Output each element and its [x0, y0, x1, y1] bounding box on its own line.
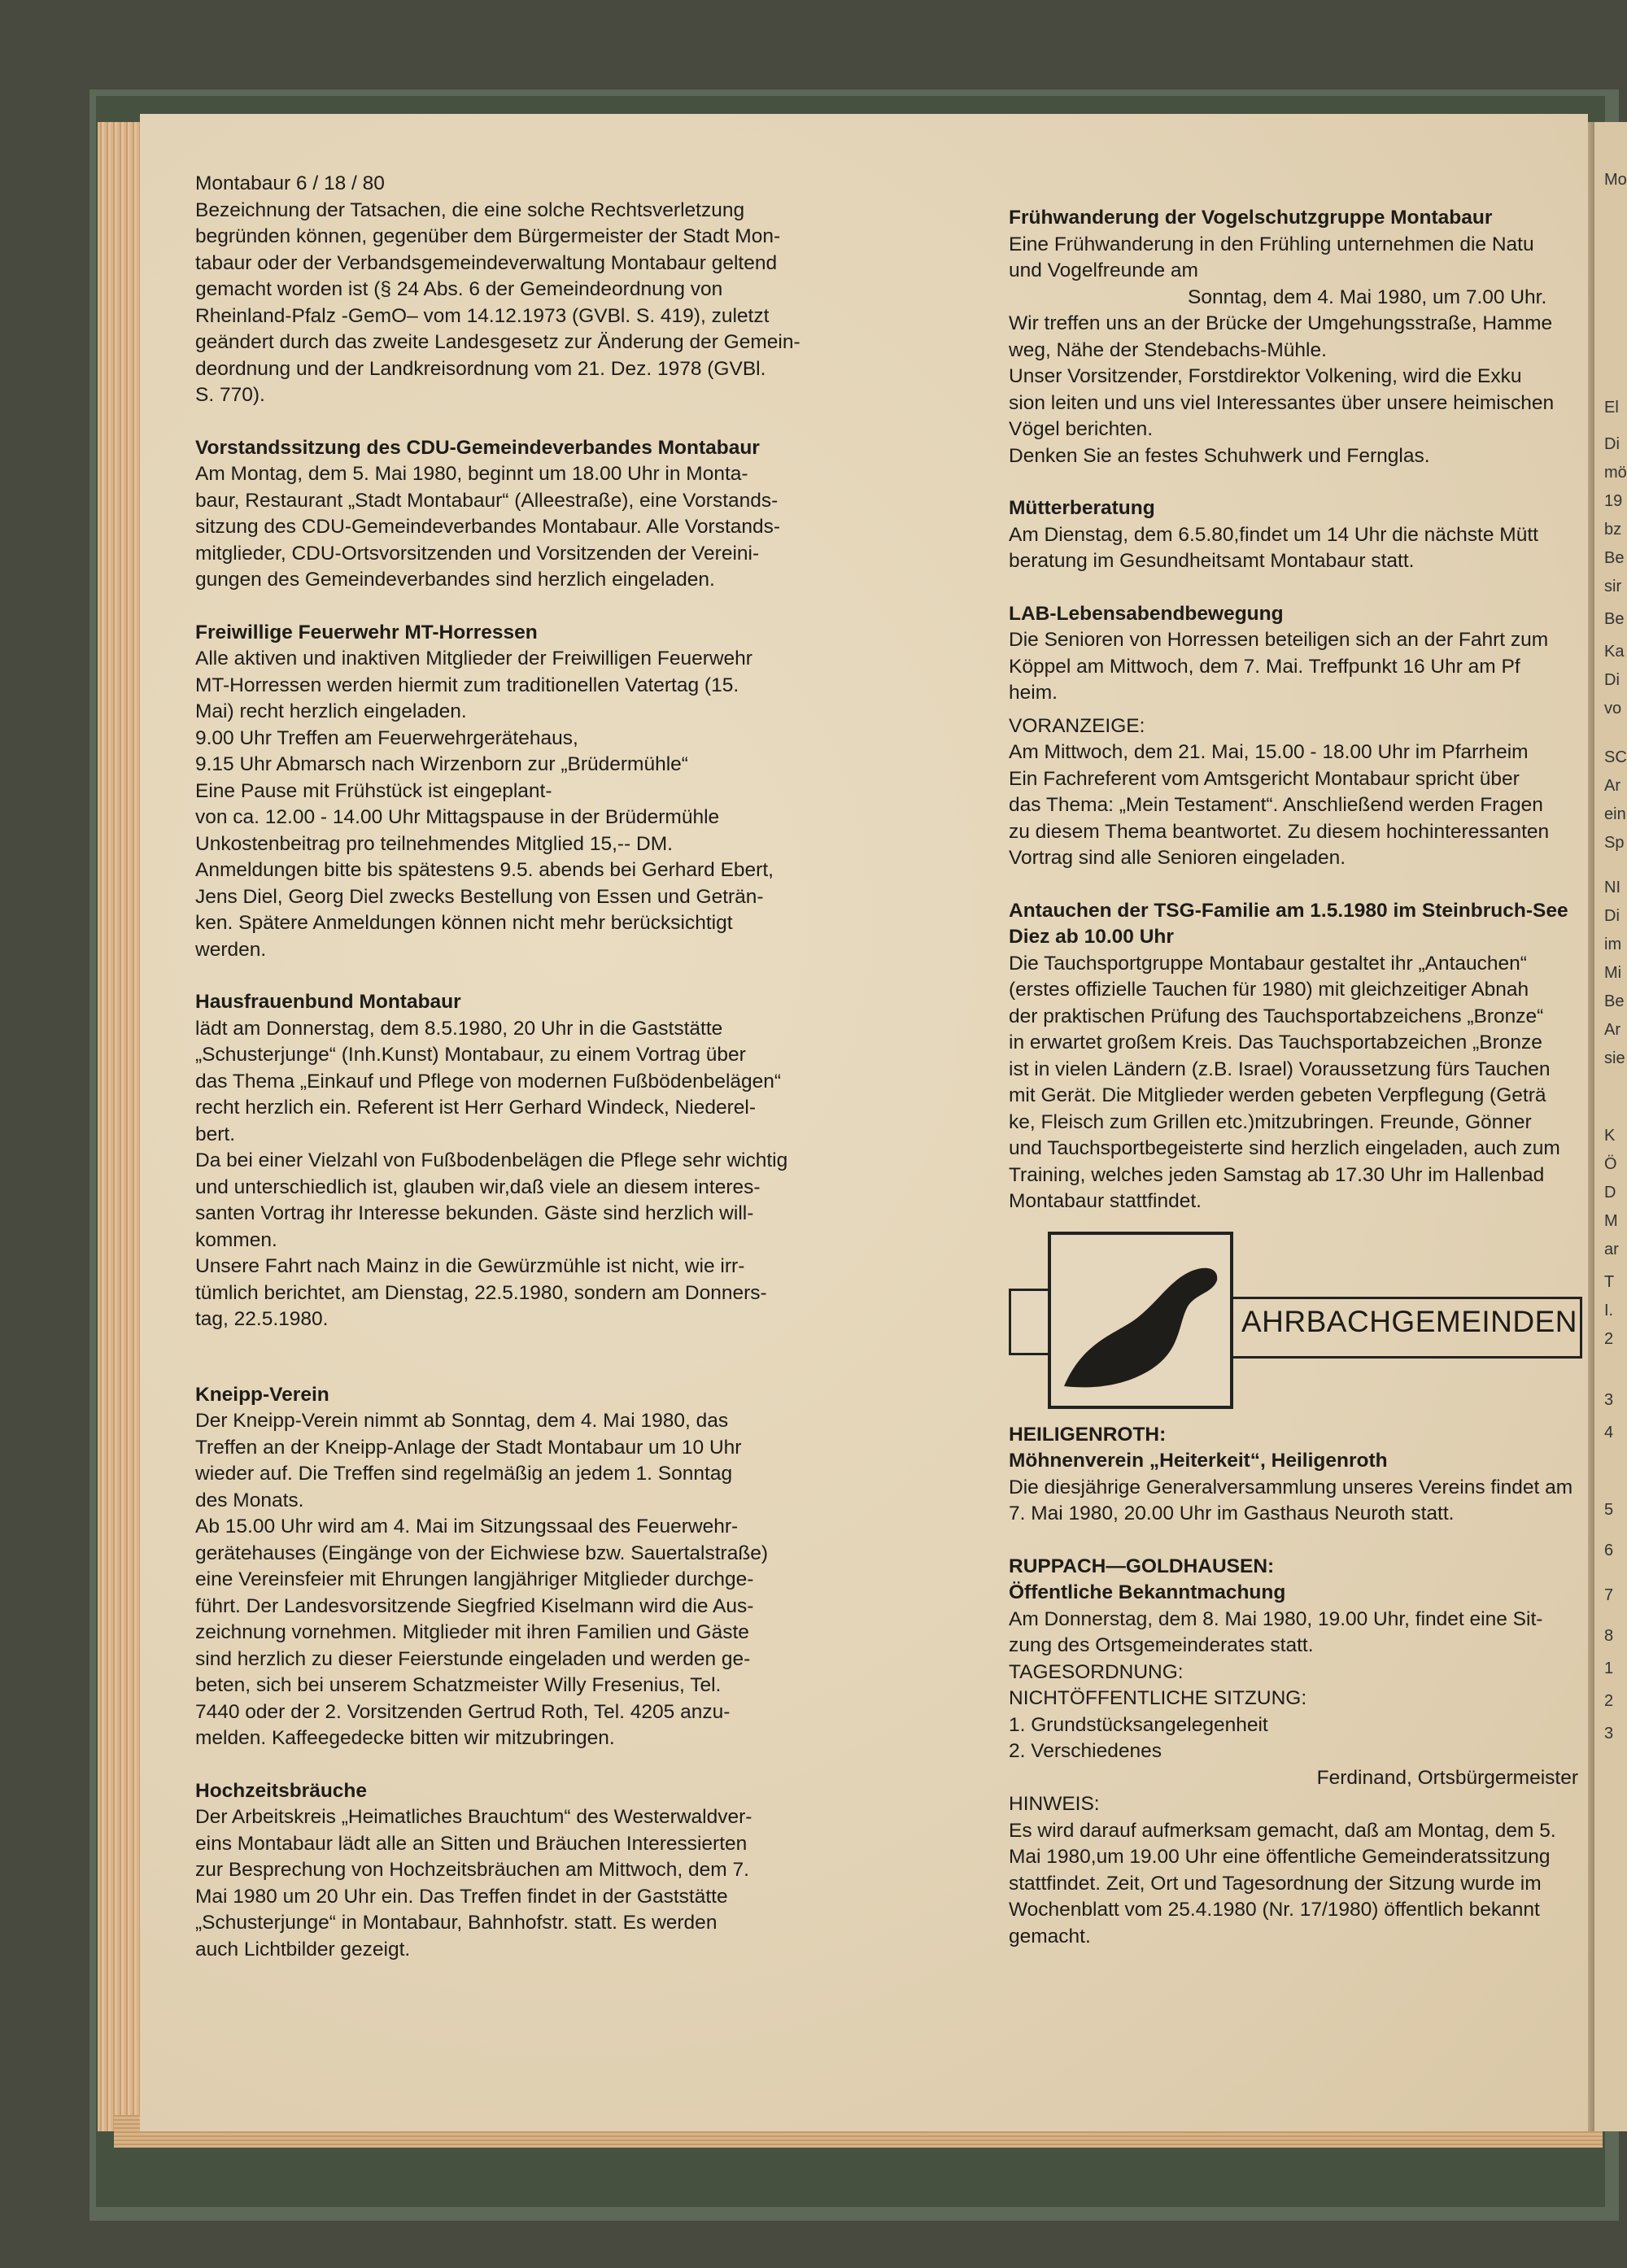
- text-line: das Thema „Einkauf und Pflege von modernen Fußbödenbelägen“: [195, 1070, 782, 1093]
- text-line: Unkostenbeitrag pro teilnehmendes Mitglied 15,-- DM.: [195, 832, 673, 855]
- text-line: Sonntag, dem 4. Mai 1980, um 7.00 Uhr.: [1188, 286, 1547, 308]
- next-page-fragment: Mi: [1604, 964, 1622, 982]
- next-page-fragment: 8: [1604, 1627, 1614, 1645]
- text-line: Ab 15.00 Uhr wird am 4. Mai im Sitzungssaal des Feuerwehr-: [195, 1516, 739, 1537]
- text-line: Alle aktiven und inaktiven Mitglieder der Freiwilligen Feuerwehr: [195, 648, 752, 669]
- text-line: Mai) recht herzlich eingeladen.: [195, 700, 467, 722]
- text-line: Unser Vorsitzender, Forstdirektor Volkening, wird die Exku: [1009, 365, 1522, 387]
- next-page-fragment: vo: [1604, 700, 1622, 717]
- next-page-fragment: Be: [1604, 992, 1625, 1010]
- next-page-fragment: 7: [1604, 1586, 1614, 1604]
- next-page-fragment: Ar: [1604, 777, 1620, 795]
- text-line: Am Donnerstag, dem 8. Mai 1980, 19.00 Uhr, findet eine Sit-: [1009, 1607, 1543, 1630]
- text-line: geändert durch das zweite Landesgesetz zur Änderung der Gemein-: [195, 331, 800, 353]
- tsg-article: [1009, 898, 1578, 1215]
- text-line: Wochenblatt vom 25.4.1980 (Nr. 17/1980) öffentlich bekannt: [1009, 1899, 1540, 1921]
- text-line: Der Kneipp-Verein nimmt ab Sonntag, dem 4. Mai 1980, das: [195, 1410, 729, 1432]
- text-line: Da bei einer Vielzahl von Fußbodenbelägen die Pflege sehr wichtig: [195, 1149, 788, 1171]
- next-page-fragment: NI: [1604, 879, 1620, 896]
- text-line: 1. Grundstücksangelegenheit: [1009, 1713, 1268, 1736]
- text-line: werden.: [195, 938, 267, 961]
- vogelschutz-article: [1009, 205, 1578, 469]
- hochzeit-article: [195, 1778, 992, 1964]
- text-line: NICHTÖFFENTLICHE SITZUNG:: [1009, 1687, 1307, 1709]
- next-page-fragment: ar: [1604, 1241, 1619, 1258]
- article-title: Möhnenverein „Heiterkeit“, Heiligenroth: [1009, 1450, 1388, 1472]
- river-logo-icon: [1059, 1243, 1222, 1398]
- next-page-fragment: Be: [1604, 610, 1625, 628]
- text-line: auch Lichtbilder gezeigt.: [195, 1938, 411, 1961]
- text-line: sind herzlich zu dieser Feierstunde eingeladen und werden ge-: [195, 1647, 751, 1670]
- next-page-fragment: 3: [1604, 1391, 1614, 1409]
- hinweis-title: HINWEIS:: [1009, 1793, 1100, 1815]
- next-page-fragment: T: [1604, 1273, 1615, 1291]
- text-line: „Schusterjunge“ in Montabaur, Bahnhofstr. statt. Es werden: [195, 1912, 718, 1934]
- next-page-fragment: 2: [1604, 1330, 1614, 1348]
- text-line: Training, welches jeden Samstag ab 17.30 Uhr im Hallenbad: [1009, 1163, 1545, 1186]
- text-line: von ca. 12.00 - 14.00 Uhr Mittagspause in der Brüdermühle: [195, 806, 720, 828]
- text-line: Vortrag sind alle Senioren eingeladen.: [1009, 847, 1346, 869]
- ruppach-article: [1009, 1554, 1578, 1951]
- text-line: tümlich berichtet, am Dienstag, 22.5.1980, sondern am Donners-: [195, 1281, 767, 1304]
- next-page-fragment: Be: [1604, 549, 1625, 567]
- ahrbachgemeinden-banner: [1009, 1232, 1578, 1402]
- next-page-fragment: Mo: [1604, 171, 1627, 189]
- text-line: beratung im Gesundheitsamt Montabaur statt.: [1009, 550, 1415, 572]
- text-line: melden. Kaffeegedecke bitten wir mitzubringen.: [195, 1727, 615, 1749]
- text-line: Rheinland-Pfalz -GemO– vom 14.12.1973 (GVBl. S. 419), zuletzt: [195, 304, 770, 327]
- next-page-fragment: im: [1604, 936, 1622, 953]
- cdu-article: [195, 435, 992, 594]
- text-line: Am Dienstag, dem 6.5.80,findet um 14 Uhr die nächste Mütt: [1009, 523, 1538, 546]
- text-line: Mai 1980 um 20 Uhr ein. Das Treffen findet in der Gaststätte: [195, 1885, 728, 1908]
- next-page-fragment: Ar: [1604, 1021, 1620, 1039]
- text-line: begründen können, gegenüber dem Bürgermeister der Stadt Mon-: [195, 225, 781, 247]
- next-page-edge: [1594, 122, 1627, 2131]
- text-line: wieder auf. Die Treffen sind regelmäßig an jedem 1. Sonntag: [195, 1463, 733, 1485]
- text-line: ke, Fleisch zum Grillen etc.)mitzubringen. Freunde, Gönner: [1009, 1110, 1532, 1133]
- text-line: gerätehauses (Eingänge von der Eichwiese bzw. Sauertalstraße): [195, 1542, 769, 1564]
- text-line: Anmeldungen bitte bis spätestens 9.5. abends bei Gerhard Ebert,: [195, 859, 774, 881]
- article-title: Freiwillige Feuerwehr MT-Horressen: [195, 621, 538, 643]
- text-line: beten, sich bei unserem Schatzmeister Willy Fresenius, Tel.: [195, 1674, 722, 1696]
- next-page-fragment: Di: [1604, 435, 1620, 453]
- text-line: führt. Der Landesvorsitzende Siegfried Kiselmann wird die Aus-: [195, 1594, 754, 1617]
- text-line: zung des Ortsgemeinderates statt.: [1009, 1634, 1314, 1656]
- text-line: mitglieder, CDU-Ortsvorsitzenden und Vorsitzenden der Vereini-: [195, 542, 760, 565]
- text-line: zeichnung vornehmen. Mitglieder mit ihren Familien und Gäste: [195, 1621, 749, 1643]
- text-line: 7440 oder der 2. Vorsitzenden Gertrud Roth, Tel. 4205 anzu-: [195, 1700, 731, 1723]
- next-page-fragment: Sp: [1604, 834, 1625, 852]
- text-line: „Schusterjunge“ (Inh.Kunst) Montabaur, zu einem Vortrag über: [195, 1044, 746, 1066]
- text-line: sion leiten und uns viel Interessantes über unsere heimischen: [1009, 391, 1555, 414]
- text-line: eine Vereinsfeier mit Ehrungen langjähriger Mitglieder durchge-: [195, 1568, 754, 1590]
- text-line: Eine Frühwanderung in den Frühling unternehmen die Natu: [1009, 233, 1534, 255]
- text-line: recht herzlich ein. Referent ist Herr Gerhard Windeck, Niederel-: [195, 1097, 756, 1119]
- next-page-fragment: Di: [1604, 907, 1620, 925]
- next-page-fragment: I.: [1604, 1302, 1614, 1319]
- text-line: Die Tauchsportgruppe Montabaur gestaltet ihr „Antauchen“: [1009, 952, 1527, 975]
- article-title: Öffentliche Bekanntmachung: [1009, 1581, 1286, 1603]
- text-line: Mai 1980,um 19.00 Uhr eine öffentliche Gemeinderatssitzung: [1009, 1846, 1551, 1868]
- text-line: Unsere Fahrt nach Mainz in die Gewürzmühle ist nicht, wie irr-: [195, 1255, 745, 1277]
- next-page-fragment: bz: [1604, 521, 1622, 539]
- feuerwehr-article: [195, 620, 992, 964]
- next-page-fragment: D: [1604, 1184, 1616, 1202]
- next-page-fragment: K: [1604, 1127, 1616, 1145]
- next-page-fragment: mö: [1604, 464, 1627, 482]
- text-line: Wir treffen uns an der Brücke der Umgehungsstraße, Hamme: [1009, 312, 1553, 334]
- text-line: deordnung und der Landkreisordnung vom 21. Dez. 1978 (GVBl.: [195, 357, 766, 380]
- next-page-fragment: M: [1604, 1212, 1618, 1230]
- text-line: MT-Horressen werden hiermit zum traditionellen Vatertag (15.: [195, 674, 739, 696]
- text-line: gemacht.: [1009, 1925, 1091, 1947]
- page-header: Montabaur 6 / 18 / 80: [195, 172, 385, 194]
- text-line: 9.15 Uhr Abmarsch nach Wirzenborn zur „Brüdermühle“: [195, 753, 688, 775]
- text-line: und unterschiedlich ist, glauben wir,daß viele an diesem interes-: [195, 1175, 761, 1198]
- text-line: (erstes offizielle Tauchen für 1980) mit gleichzeitiger Abnah: [1009, 979, 1529, 1001]
- text-line: Die diesjährige Generalversammlung unseres Vereins findet am: [1009, 1476, 1573, 1498]
- place-title: RUPPACH—GOLDHAUSEN:: [1009, 1555, 1275, 1577]
- text-line: baur, Restaurant „Stadt Montabaur“ (Alleestraße), eine Vorstands-: [195, 489, 779, 512]
- text-line: bert.: [195, 1123, 236, 1145]
- next-page-fragment: Ka: [1604, 643, 1625, 661]
- text-line: Jens Diel, Georg Diel zwecks Bestellung von Essen und Geträn-: [195, 885, 764, 908]
- text-line: der praktischen Prüfung des Tauchsportabzeichens „Bronze“: [1009, 1005, 1544, 1027]
- hausfrauen-article: [195, 989, 992, 1333]
- text-line: santen Vortrag ihr Interesse bekunden. Gäste sind herzlich will-: [195, 1202, 754, 1224]
- page-edge-left: [98, 122, 146, 2131]
- banner-title-bar: [1230, 1297, 1582, 1359]
- next-page-fragment: sie: [1604, 1049, 1625, 1067]
- text-line: 9.00 Uhr Treffen am Feuerwehrgerätehaus,: [195, 726, 578, 749]
- heiligenroth-article: [1009, 1422, 1578, 1528]
- article-title: Frühwanderung der Vogelschutzgruppe Montabaur: [1009, 207, 1493, 229]
- article-title: Hochzeitsbräuche: [195, 1779, 368, 1802]
- text-line: tag, 22.5.1980.: [195, 1308, 329, 1330]
- text-line: sitzung des CDU-Gemeindeverbandes Montabaur. Alle Vorstands-: [195, 516, 781, 538]
- next-page-fragment: Di: [1604, 671, 1620, 689]
- next-page-fragment: 3: [1604, 1725, 1614, 1742]
- text-line: gungen des Gemeindeverbandes sind herzlich eingeladen.: [195, 569, 715, 591]
- signature: Ferdinand, Ortsbürgermeister: [1316, 1766, 1578, 1789]
- next-page-fragment: 5: [1604, 1501, 1614, 1519]
- banner-logo-box: [1048, 1232, 1233, 1409]
- text-line: kommen.: [195, 1228, 277, 1251]
- voranzeige-title: VORANZEIGE:: [1009, 714, 1145, 737]
- text-line: das Thema: „Mein Testament“. Anschließend werden Fragen: [1009, 794, 1543, 816]
- intro-article: [195, 198, 992, 409]
- next-page-fragment: 1: [1604, 1660, 1614, 1677]
- text-line: Eine Pause mit Frühstück ist eingeplant-: [195, 779, 552, 802]
- article-title: Hausfrauenbund Montabaur: [195, 991, 461, 1013]
- text-line: stattfindet. Zeit, Ort und Tagesordnung der Sitzung wurde im: [1009, 1872, 1542, 1895]
- text-line: S. 770).: [195, 384, 265, 406]
- text-line: 7. Mai 1980, 20.00 Uhr im Gasthaus Neuroth statt.: [1009, 1503, 1455, 1524]
- text-line: Am Montag, dem 5. Mai 1980, beginnt um 18.00 Uhr in Monta-: [195, 463, 748, 485]
- banner-title: AHRBACHGEMEINDEN: [1241, 1304, 1577, 1338]
- next-page-fragment: SC: [1604, 748, 1627, 766]
- text-line: eins Montabaur lädt alle an Sitten und Bräuchen Interessierten: [195, 1832, 748, 1855]
- text-line: ken. Spätere Anmeldungen können nicht mehr berücksichtigt: [195, 912, 733, 934]
- article-title: Antauchen der TSG-Familie am 1.5.1980 im Steinbruch-See: [1009, 899, 1568, 922]
- article-title: Kneipp-Verein: [195, 1383, 329, 1406]
- text-line: Bezeichnung der Tatsachen, die eine solche Rechtsverletzung: [195, 198, 745, 221]
- text-line: in erwartet großem Kreis. Das Tauchsportabzeichen „Bronze: [1009, 1032, 1542, 1053]
- text-line: Treffen an der Kneipp-Anlage der Stadt Montabaur um 10 Uhr: [195, 1436, 742, 1459]
- text-line: Denken Sie an festes Schuhwerk und Fernglas.: [1009, 444, 1430, 467]
- next-page-fragment: 2: [1604, 1692, 1614, 1710]
- next-page-fragment: sir: [1604, 578, 1622, 595]
- text-line: Am Mittwoch, dem 21. Mai, 15.00 - 18.00 Uhr im Pfarrheim: [1009, 741, 1529, 763]
- banner-tab: [1009, 1289, 1053, 1355]
- muetterberatung-article: [1009, 495, 1578, 575]
- text-line: und Vogelfreunde am: [1009, 260, 1198, 281]
- next-page-fragment: 6: [1604, 1542, 1614, 1559]
- place-title: HEILIGENROTH:: [1009, 1423, 1167, 1446]
- text-line: weg, Nähe der Stendebachs-Mühle.: [1009, 338, 1327, 361]
- text-line: des Monats.: [195, 1489, 304, 1511]
- kneipp-article: [195, 1382, 992, 1752]
- lab-article: [1009, 601, 1578, 872]
- text-line: Montabaur stattfindet.: [1009, 1190, 1202, 1212]
- next-page-fragment: El: [1604, 399, 1619, 417]
- text-line: Vögel berichten.: [1009, 418, 1154, 440]
- next-page-fragment: 4: [1604, 1424, 1614, 1441]
- text-line: Ein Fachreferent vom Amtsgericht Montabaur spricht über: [1009, 767, 1520, 790]
- left-column: [195, 171, 992, 1989]
- article-title: Diez ab 10.00 Uhr: [1009, 926, 1174, 948]
- text-line: mit Gerät. Die Mitglieder werden gebeten Verpflegung (Geträ: [1009, 1084, 1546, 1106]
- text-line: Die Senioren von Horressen beteiligen sich an der Fahrt zum: [1009, 629, 1549, 651]
- text-line: Köppel am Mittwoch, dem 7. Mai. Treffpunkt 16 Uhr am Pf: [1009, 655, 1520, 678]
- article-title: LAB-Lebensabendbewegung: [1009, 602, 1284, 625]
- text-line: 2. Verschiedenes: [1009, 1740, 1162, 1762]
- text-line: Es wird darauf aufmerksam gemacht, daß am Montag, dem 5.: [1009, 1819, 1556, 1842]
- right-column: [1009, 205, 1578, 1976]
- article-title: Mütterberatung: [1009, 497, 1155, 519]
- text-line: heim.: [1009, 682, 1058, 704]
- next-page-fragment: Ö: [1604, 1155, 1617, 1173]
- text-line: lädt am Donnerstag, dem 8.5.1980, 20 Uhr in die Gaststätte: [195, 1017, 723, 1040]
- text-line: tabaur oder der Verbandsgemeindeverwaltung Montabaur geltend: [195, 251, 778, 274]
- text-line: TAGESORDNUNG:: [1009, 1660, 1184, 1683]
- next-page-fragment: 19: [1604, 492, 1623, 510]
- text-line: Der Arbeitskreis „Heimatliches Brauchtum“ des Westerwaldver-: [195, 1806, 752, 1828]
- text-line: zu diesem Thema beantwortet. Zu diesem hochinteressanten: [1009, 820, 1550, 843]
- text-line: ist in vielen Ländern (z.B. Israel) Voraussetzung fürs Tauchen: [1009, 1058, 1551, 1080]
- text-line: gemacht worden ist (§ 24 Abs. 6 der Gemeindeordnung von: [195, 278, 723, 300]
- text-line: zur Besprechung von Hochzeitsbräuchen am Mittwoch, dem 7.: [195, 1859, 749, 1881]
- article-title: Vorstandssitzung des CDU-Gemeindeverbandes Montabaur: [195, 436, 760, 459]
- next-page-fragment: ein: [1604, 805, 1626, 823]
- text-line: und Tauchsportbegeisterte sind herzlich eingeladen, auch zum: [1009, 1137, 1560, 1159]
